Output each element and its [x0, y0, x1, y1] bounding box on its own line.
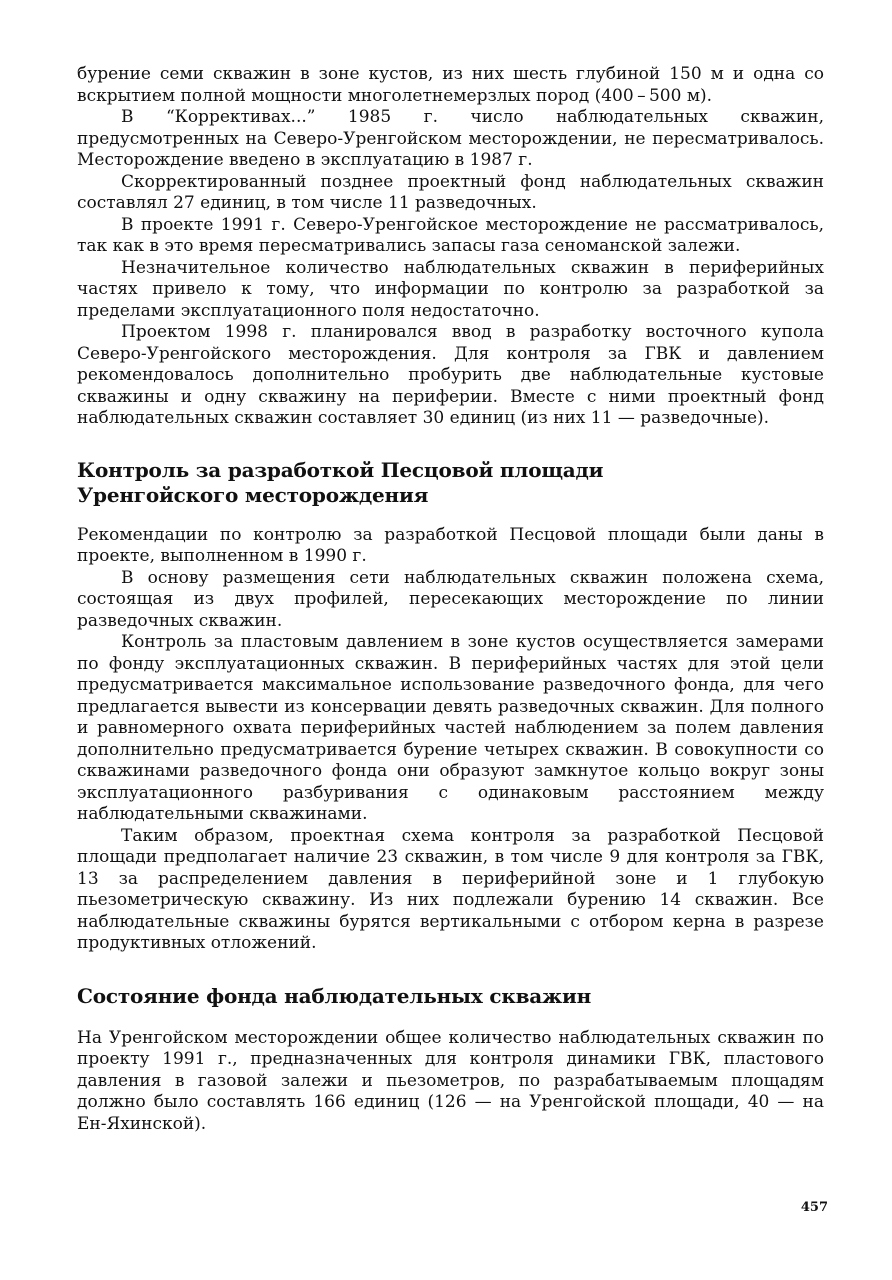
paragraph: Контроль за пластовым давлением в зоне кустов осуществляется замерами по фонду эксплуатационных скважин. В периферийных частях для этой цели предусматривается максимальное использование разведочного фонда, для чего предлагается вывести из консервации девять разведочных скважин. Для полного и равномерного охвата периферийных частей наблюдением за полем давления дополнительно предусматривается бурение четырех скважин. В совокупности со скважинами разведочного фонда они образуют замкнутое кольцо вокруг зоны эксплуатационного разбуривания с одинаковым расстоянием между наблюдательными скважинами.	[77, 632, 824, 824]
paragraph: бурение семи скважин в зоне кустов, из них шесть глубиной 150 м и одна со вскрытием полной мощности многолетнемерзлых пород (400 – 500 м).	[77, 64, 824, 106]
document-page	[77, 64, 824, 1135]
paragraph: Таким образом, проектная схема контроля за разработкой Песцовой площади предполагает наличие 23 скважин, в том числе 9 для контроля за ГВК, 13 за распределением давления в периферийной зоне и 1 глубокую пьезометрическую скважину. Из них подлежали бурению 14 скважин. Все наблюдательные скважины бурятся вертикальными с отбором керна в разрезе продуктивных отложений.	[77, 825, 824, 953]
paragraph: Рекомендации по контролю за разработкой Песцовой площади были даны в проекте, выполненном в 1990 г.	[77, 524, 824, 566]
page-number: 457	[800, 1200, 828, 1215]
paragraph: В “Коррективах...” 1985 г. число наблюдательных скважин, предусмотренных на Северо-Уренгойском месторождении, не пересматривалось. Месторождение введено в эксплуатацию в 1987 г.	[77, 107, 824, 170]
section-heading-state	[77, 984, 824, 1009]
section-intro	[77, 64, 824, 430]
paragraph: На Уренгойском месторождении общее количество наблюдательных скважин по проекту 1991 г., предназначенных для контроля динамики ГВК, пластового давления в газовой залежи и пьезометров, по разрабатываемым площадям должно было составлять 166 единиц (126 — на Уренгойской площади, 40 — на Ен-Яхинской).	[77, 1027, 824, 1134]
paragraph: Незначительное количество наблюдательных скважин в периферийных частях привело к тому, что информации по контролю за разработкой за пределами эксплуатационного поля недостаточно.	[77, 257, 824, 321]
paragraph: Скорректированный позднее проектный фонд наблюдательных скважин составлял 27 единиц, в том числе 11 разведочных.	[77, 171, 824, 213]
section-state	[77, 1028, 824, 1136]
paragraph: В проекте 1991 г. Северо-Уренгойское месторождение не рассматривалось, так как в это время пересматривались запасы газа сеноманской залежи.	[77, 214, 824, 256]
paragraph: Проектом 1998 г. планировался ввод в разработку восточного купола Северо-Уренгойского месторождения. Для контроля за ГВК и давлением рекомендовалось дополнительно пробурить две наблюдательные кустовые скважины и одну скважину на периферии. Вместе с ними проектный фонд наблюдательных скважин составляет 30 единиц (из них 11 — разведочные).	[77, 322, 824, 428]
heading-line: Уренгойского месторождения	[77, 482, 429, 507]
section-pestsovaya	[77, 525, 824, 955]
heading-line: Контроль за разработкой Песцовой площади	[77, 457, 604, 482]
section-heading-pestsovaya	[77, 458, 824, 508]
heading-line: Состояние фонда наблюдательных скважин	[77, 983, 592, 1008]
paragraph: В основу размещения сети наблюдательных скважин положена схема, состоящая из двух профилей, пересекающих месторождение по линии разведочных скважин.	[77, 567, 824, 631]
